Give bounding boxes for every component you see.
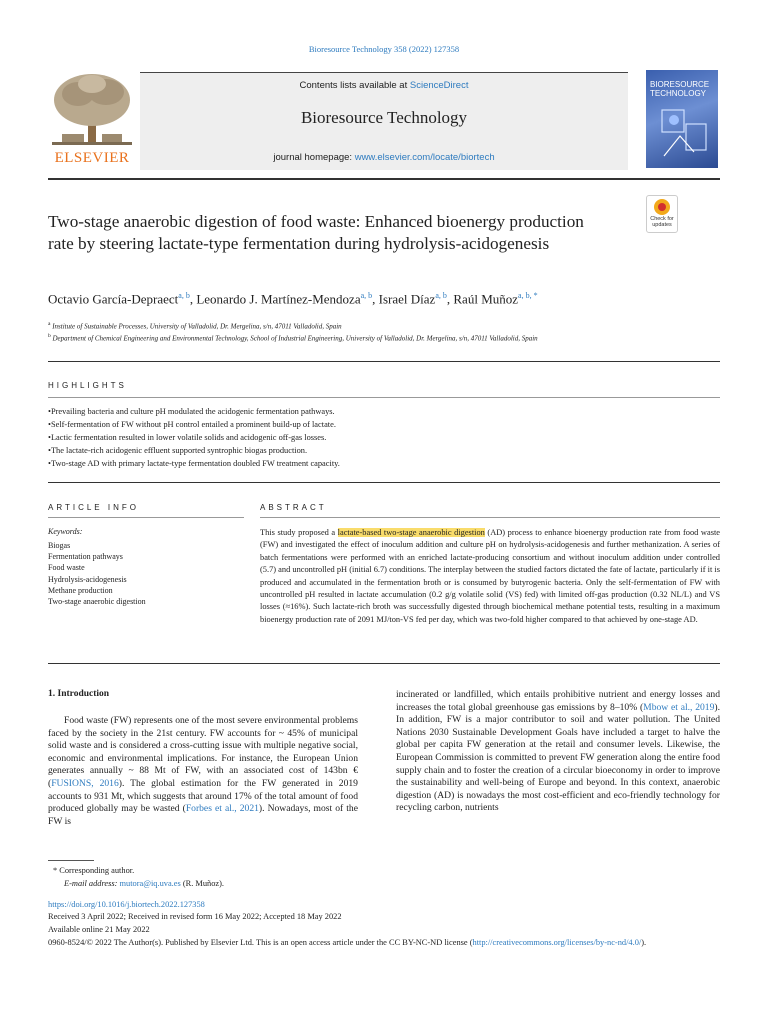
journal-name: Bioresource Technology xyxy=(300,108,468,127)
doi-line xyxy=(48,900,205,909)
email-link[interactable]: mutora@iq.uva.es xyxy=(119,879,181,888)
sciencedirect-link[interactable]: ScienceDirect xyxy=(409,80,469,91)
masthead-bottom-rule xyxy=(48,178,720,180)
article-info-rule xyxy=(48,517,244,518)
author-list: Octavio García-Depraect$^{a, b}$, Leonardo J. Martínez-Mendoza$^{a, b}$, Israel Díaz$^{a, b}$, Raúl Muñoz$^{a, b, *}$ xyxy=(48,291,538,307)
highlights-list xyxy=(48,405,728,470)
publisher-name: ELSEVIER xyxy=(54,150,130,166)
section-divider xyxy=(48,663,720,664)
intro-column-left xyxy=(48,715,358,828)
intro-heading: 1. Introduction xyxy=(48,689,110,699)
highlight-item: • The lactate-rich acidogenic effluent supported syntrophic biogas production. xyxy=(48,444,728,457)
abstract-text xyxy=(260,527,720,626)
highlights-rule xyxy=(48,397,720,398)
email-suffix: (R. Muñoz). xyxy=(180,879,225,888)
license-text: ). xyxy=(641,938,647,947)
cover-art-icon xyxy=(660,106,710,162)
intro-text: ). In addition, FW is a major contributor to soil and water pollution. The United Nations 2030 Sustainable Development Goals have included a target to halve the global per capita FW generation at the retail and consumer levels. Likewise, the European Commission is committed to prevent FW generation along the entire food supply chain and to foster the creation of a circular bioeconomy in order to improve the sustainability and well-being of Europe and beyond. In this context, anaerobic digestion (AD) is nowadays the most cost-efficient and eco-friendly technology for recycling carbon, nutrients xyxy=(396,701,720,814)
keyword-item: Two-stage anaerobic digestion xyxy=(48,597,146,607)
abstract-rule xyxy=(260,517,720,518)
author-name[interactable]: Raúl Muñoz xyxy=(453,291,519,307)
abstract-heading: ABSTRACT xyxy=(260,503,327,512)
affiliation-item xyxy=(48,331,688,343)
citation-link[interactable]: Mbow et al., 2019 xyxy=(643,701,715,713)
running-head-text[interactable]: Bioresource Technology 358 (2022) 127358 xyxy=(308,44,460,54)
contents-line xyxy=(140,80,628,91)
cover-title: BIORESOURCE TECHNOLOGY xyxy=(650,80,710,98)
license-text: 0960-8524/© 2022 The Author(s). Published by Elsevier Ltd. This is an open access article under the CC BY-NC-ND license ( xyxy=(48,938,473,947)
doi-link[interactable]: https://doi.org/10.1016/j.biortech.2022.127358 xyxy=(48,900,205,909)
intro-text: ). The global estimation for the FW generated in 2019 accounts to 931 Mt, which suggests that around 17% of the total amount of food produced globally may be wasted ( xyxy=(48,777,358,815)
masthead xyxy=(48,70,720,180)
elsevier-tree-icon xyxy=(48,70,136,150)
abstract-after: (AD) process to enhance bioenergy production rate from food waste (FW) and investigated the effect of inoculum addition and culture pH on hydrolysis-acidogenesis and further methanization. A series of batch fermentations were performed with an enriched lactate-producing consortium and without inoculum addition under controlled (5.7) and uncontrolled pH (initial 6.7) conditions. The interplay between the studied factors dictated the fate of lactate, particularly if it is produced and accumulated in the fermentation broth or is consumed by butyrogenic bacteria. Only the self-fermentation of FW with uncontrolled pH resulted in lactate accumulation (0.2 g/g volatile solid (VS) fed) with limited off-gas production (0.32 NL/L) and VS losses (≈16%). Such lactate-rich broth was successfully digested through biochemical methane potential tests, resulting in a maximum bioenergy production rate of 2091 MJ/ton-VS fed per day, which was two-fold higher compared to that achieved by one-stage AD. xyxy=(260,528,720,624)
affiliation-text: Institute of Sustainable Processes, University of Valladolid, Dr. Mergelina, s/n, 47011 Valladolid, Spain xyxy=(52,322,342,331)
highlights-heading: HIGHLIGHTS xyxy=(48,381,127,390)
keyword-item: Hydrolysis-acidogenesis xyxy=(48,574,127,584)
highlight-item: • Prevailing bacteria and culture pH modulated the acidogenic fermentation pathways. xyxy=(48,405,728,418)
abstract-highlight[interactable]: lactate-based two-stage anaerobic digestion xyxy=(337,528,485,537)
author-affil-sup[interactable]: a, b xyxy=(360,291,373,300)
email-footnote xyxy=(64,879,224,888)
intro-column-right xyxy=(396,689,720,815)
affiliation-key: b xyxy=(48,333,51,340)
email-label: E-mail address: xyxy=(64,879,120,888)
highlight-item: • Self-fermentation of FW without pH control entailed a prominent build-up of lactate. xyxy=(48,418,728,431)
keyword-item: Biogas xyxy=(48,541,71,550)
author-affil-sup[interactable]: a, b, * xyxy=(518,291,538,300)
author-affil-sup[interactable]: a, b xyxy=(435,291,447,300)
corresponding-text: Corresponding author. xyxy=(59,866,135,875)
corresponding-footnote: * Corresponding author. xyxy=(53,866,135,875)
author-name[interactable]: Israel Díaz xyxy=(378,291,436,307)
license-link[interactable]: http://creativecommons.org/licenses/by-nc-nd/4.0/ xyxy=(472,938,642,947)
affiliations xyxy=(48,319,688,344)
affiliation-key: a xyxy=(48,321,51,327)
article-title: Two-stage anaerobic digestion of food waste: Enhanced bioenergy production rate by steering lactate-type fermentation during hydrolysis-acidogenesis xyxy=(48,212,584,253)
footnote-rule xyxy=(48,860,94,861)
author-name[interactable]: Leonardo J. Martínez-Mendoza xyxy=(196,291,361,307)
elsevier-logo[interactable] xyxy=(48,70,136,166)
affiliation-item xyxy=(48,319,688,331)
highlight-item: • Lactic fermentation resulted in lower volatile solids and acidogenic off-gas losses. xyxy=(48,431,728,444)
contents-prefix: Contents lists available at xyxy=(299,80,410,91)
intro-text: ). Nowadays, most of the FW is xyxy=(48,803,358,827)
intro-text: incinerated or landfilled, which entails prohibitive nutrient and energy losses and increases the total global greenhouse gas emissions by 8–10% ( xyxy=(396,689,720,713)
keywords-label: Keywords: xyxy=(48,527,83,536)
online-date: Available online 21 May 2022 xyxy=(48,925,150,934)
check-for-updates-button[interactable] xyxy=(646,195,678,233)
section-divider xyxy=(48,361,720,362)
abstract-before: This study proposed a xyxy=(260,528,338,537)
masthead-top-rule xyxy=(140,72,628,73)
check-updates-icon xyxy=(654,199,670,215)
keyword-item: Methane production xyxy=(48,585,113,595)
keywords-list xyxy=(48,540,248,607)
author-affil-sup[interactable]: a, b xyxy=(178,291,190,300)
intro-text: Food waste (FW) represents one of the most severe environmental problems faced by the society in the 21st century. FW accounts for ~ 45% of municipal solid waste and is considered a cross-cutting issue with multiple negative social, economic and environmental implications. For instance, the European Union generates annually ~ 88 Mt of FW, with an associated cost of 143bn € ( xyxy=(48,715,358,789)
citation-link[interactable]: FUSIONS, 2016 xyxy=(51,777,119,789)
section-divider xyxy=(48,482,720,483)
masthead-banner xyxy=(140,72,628,170)
homepage-line xyxy=(140,152,628,163)
highlight-item: • Two-stage AD with primary lactate-type fermentation doubled FW treatment capacity. xyxy=(48,457,728,470)
citation-link[interactable]: Forbes et al., 2021 xyxy=(185,803,259,815)
author-name[interactable]: Octavio García-Depraect xyxy=(48,291,179,307)
keyword-item: Food waste xyxy=(48,563,85,573)
running-head[interactable] xyxy=(0,44,768,54)
affiliation-text: Department of Chemical Engineering and Environmental Technology, School of Industrial Engineering, University of Valladolid, Dr. Mergelina, s/n, 47011 Valladolid, Spain xyxy=(52,334,538,343)
homepage-prefix: journal homepage: xyxy=(273,152,355,163)
received-dates: Received 3 April 2022; Received in revised form 16 May 2022; Accepted 18 May 2022 xyxy=(48,912,342,921)
article-info-heading: ARTICLE INFO xyxy=(48,503,139,512)
homepage-link[interactable]: www.elsevier.com/locate/biortech xyxy=(354,152,495,163)
keyword-item: Fermentation pathways xyxy=(48,552,123,562)
license-line xyxy=(48,937,720,949)
journal-cover-image[interactable] xyxy=(646,70,718,168)
check-updates-label: Check for updates xyxy=(650,216,674,228)
